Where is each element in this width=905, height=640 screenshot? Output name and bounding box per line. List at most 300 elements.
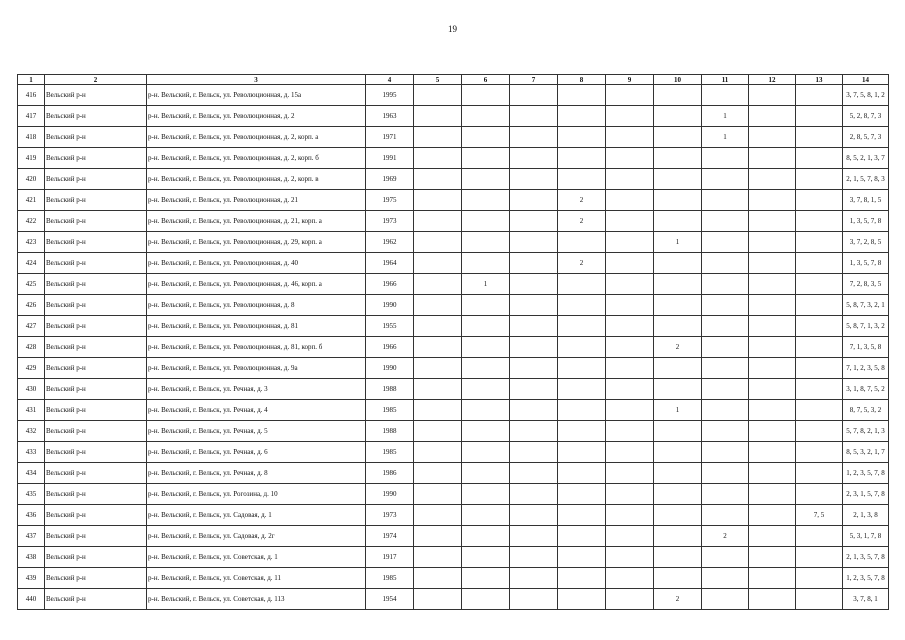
year-cell: 1955 [366, 316, 414, 337]
address-cell: р-н. Вельский, г. Вельск, ул. Рогозина, д. 10 [147, 484, 366, 505]
col14-cell: 5, 3, 1, 7, 8 [843, 526, 889, 547]
col14-cell: 2, 1, 3, 5, 7, 8 [843, 547, 889, 568]
col6-cell [462, 568, 510, 589]
col13-cell [796, 85, 843, 106]
col9-cell [606, 589, 654, 610]
col8-cell [558, 568, 606, 589]
col14-cell: 3, 7, 2, 8, 5 [843, 232, 889, 253]
row-number: 424 [18, 253, 45, 274]
address-cell: р-н. Вельский, г. Вельск, ул. Речная, д. 3 [147, 379, 366, 400]
col5-cell [414, 148, 462, 169]
district-cell: Вельский р-н [45, 148, 147, 169]
district-cell: Вельский р-н [45, 85, 147, 106]
col9-cell [606, 211, 654, 232]
col5-cell [414, 442, 462, 463]
col7-cell [510, 85, 558, 106]
col8-cell [558, 358, 606, 379]
col14-cell: 7, 2, 8, 3, 5 [843, 274, 889, 295]
address-cell: р-н. Вельский, г. Вельск, ул. Речная, д. 5 [147, 421, 366, 442]
col10-cell [654, 295, 702, 316]
col8-cell [558, 295, 606, 316]
district-cell: Вельский р-н [45, 442, 147, 463]
col9-cell [606, 526, 654, 547]
col11-cell [702, 400, 749, 421]
col6-cell [462, 316, 510, 337]
col7-cell [510, 400, 558, 421]
col12-cell [749, 526, 796, 547]
col9-cell [606, 295, 654, 316]
table-body [18, 85, 889, 610]
year-cell: 1985 [366, 442, 414, 463]
col13-cell [796, 169, 843, 190]
column-header: 14 [843, 75, 889, 85]
col11-cell [702, 547, 749, 568]
col13-cell [796, 379, 843, 400]
col5-cell [414, 211, 462, 232]
col14-cell: 7, 1, 2, 3, 5, 8 [843, 358, 889, 379]
year-cell: 1985 [366, 568, 414, 589]
table-row [18, 316, 889, 337]
table-row [18, 442, 889, 463]
col9-cell [606, 442, 654, 463]
col11-cell [702, 589, 749, 610]
col12-cell [749, 106, 796, 127]
row-number: 440 [18, 589, 45, 610]
col13-cell [796, 337, 843, 358]
district-cell: Вельский р-н [45, 484, 147, 505]
table-row [18, 568, 889, 589]
col13-cell [796, 106, 843, 127]
col14-cell: 1, 2, 3, 5, 7, 8 [843, 463, 889, 484]
col8-cell [558, 148, 606, 169]
col14-cell: 8, 5, 2, 1, 3, 7 [843, 148, 889, 169]
col8-cell [558, 589, 606, 610]
col10-cell [654, 253, 702, 274]
col14-cell: 3, 7, 5, 8, 1, 2 [843, 85, 889, 106]
col10-cell: 2 [654, 589, 702, 610]
address-cell: р-н. Вельский, г. Вельск, ул. Речная, д. 4 [147, 400, 366, 421]
col11-cell [702, 337, 749, 358]
col11-cell: 1 [702, 106, 749, 127]
table-row [18, 169, 889, 190]
table-row [18, 232, 889, 253]
col8-cell [558, 505, 606, 526]
col6-cell [462, 190, 510, 211]
district-cell: Вельский р-н [45, 295, 147, 316]
table-row [18, 589, 889, 610]
col7-cell [510, 484, 558, 505]
year-cell: 1975 [366, 190, 414, 211]
district-cell: Вельский р-н [45, 463, 147, 484]
col10-cell: 1 [654, 400, 702, 421]
district-cell: Вельский р-н [45, 379, 147, 400]
year-cell: 1973 [366, 505, 414, 526]
col10-cell [654, 526, 702, 547]
col9-cell [606, 337, 654, 358]
col10-cell [654, 442, 702, 463]
col13-cell [796, 589, 843, 610]
col14-cell: 3, 7, 8, 1, 5 [843, 190, 889, 211]
col9-cell [606, 421, 654, 442]
row-number: 426 [18, 295, 45, 316]
row-number: 428 [18, 337, 45, 358]
col10-cell [654, 316, 702, 337]
district-cell: Вельский р-н [45, 211, 147, 232]
district-cell: Вельский р-н [45, 127, 147, 148]
col14-cell: 7, 1, 3, 5, 8 [843, 337, 889, 358]
year-cell: 1917 [366, 547, 414, 568]
col14-cell: 1, 3, 5, 7, 8 [843, 211, 889, 232]
header-row [18, 75, 889, 85]
col6-cell [462, 589, 510, 610]
year-cell: 1988 [366, 379, 414, 400]
col12-cell [749, 379, 796, 400]
col14-cell: 5, 2, 8, 7, 3 [843, 106, 889, 127]
col13-cell: 7, 5 [796, 505, 843, 526]
district-cell: Вельский р-н [45, 337, 147, 358]
column-header: 9 [606, 75, 654, 85]
col5-cell [414, 526, 462, 547]
col7-cell [510, 211, 558, 232]
col7-cell [510, 547, 558, 568]
district-cell: Вельский р-н [45, 568, 147, 589]
table-row [18, 127, 889, 148]
district-cell: Вельский р-н [45, 274, 147, 295]
col12-cell [749, 85, 796, 106]
col5-cell [414, 106, 462, 127]
col9-cell [606, 106, 654, 127]
col5-cell [414, 85, 462, 106]
row-number: 438 [18, 547, 45, 568]
col5-cell [414, 337, 462, 358]
col13-cell [796, 526, 843, 547]
district-cell: Вельский р-н [45, 526, 147, 547]
col7-cell [510, 106, 558, 127]
address-cell: р-н. Вельский, г. Вельск, ул. Революционная, д. 2, корп. а [147, 127, 366, 148]
col7-cell [510, 358, 558, 379]
address-cell: р-н. Вельский, г. Вельск, ул. Революционная, д. 46, корп. а [147, 274, 366, 295]
table-row [18, 547, 889, 568]
row-number: 427 [18, 316, 45, 337]
address-cell: р-н. Вельский, г. Вельск, ул. Революционная, д. 29, корп. а [147, 232, 366, 253]
col11-cell [702, 421, 749, 442]
col10-cell [654, 106, 702, 127]
col10-cell [654, 190, 702, 211]
register-table [17, 74, 889, 610]
col6-cell [462, 232, 510, 253]
col10-cell [654, 547, 702, 568]
col14-cell: 2, 1, 5, 7, 8, 3 [843, 169, 889, 190]
column-header: 6 [462, 75, 510, 85]
col6-cell [462, 169, 510, 190]
col10-cell [654, 211, 702, 232]
col5-cell [414, 295, 462, 316]
address-cell: р-н. Вельский, г. Вельск, ул. Садовая, д. 1 [147, 505, 366, 526]
col7-cell [510, 295, 558, 316]
col8-cell [558, 316, 606, 337]
year-cell: 1991 [366, 148, 414, 169]
col12-cell [749, 337, 796, 358]
district-cell: Вельский р-н [45, 589, 147, 610]
col10-cell [654, 148, 702, 169]
page-number: 19 [448, 24, 457, 34]
col5-cell [414, 358, 462, 379]
col10-cell [654, 358, 702, 379]
col5-cell [414, 232, 462, 253]
col12-cell [749, 295, 796, 316]
col13-cell [796, 484, 843, 505]
col6-cell [462, 148, 510, 169]
col6-cell [462, 484, 510, 505]
col9-cell [606, 169, 654, 190]
table-row [18, 211, 889, 232]
col7-cell [510, 127, 558, 148]
col13-cell [796, 253, 843, 274]
col11-cell [702, 379, 749, 400]
col13-cell [796, 190, 843, 211]
column-header: 13 [796, 75, 843, 85]
col10-cell [654, 85, 702, 106]
col12-cell [749, 148, 796, 169]
address-cell: р-н. Вельский, г. Вельск, ул. Революционная, д. 21, корп. а [147, 211, 366, 232]
year-cell: 1995 [366, 85, 414, 106]
col7-cell [510, 379, 558, 400]
table-row [18, 148, 889, 169]
row-number: 430 [18, 379, 45, 400]
district-cell: Вельский р-н [45, 253, 147, 274]
col13-cell [796, 295, 843, 316]
col12-cell [749, 421, 796, 442]
year-cell: 1974 [366, 526, 414, 547]
col10-cell [654, 463, 702, 484]
row-number: 437 [18, 526, 45, 547]
col11-cell [702, 253, 749, 274]
col12-cell [749, 358, 796, 379]
col13-cell [796, 211, 843, 232]
row-number: 425 [18, 274, 45, 295]
year-cell: 1971 [366, 127, 414, 148]
col12-cell [749, 484, 796, 505]
col5-cell [414, 274, 462, 295]
table-row [18, 106, 889, 127]
col10-cell [654, 127, 702, 148]
col6-cell [462, 400, 510, 421]
col11-cell: 1 [702, 127, 749, 148]
col12-cell [749, 316, 796, 337]
col8-cell [558, 85, 606, 106]
col8-cell [558, 232, 606, 253]
table-row [18, 85, 889, 106]
col14-cell: 8, 5, 3, 2, 1, 7 [843, 442, 889, 463]
col13-cell [796, 442, 843, 463]
col14-cell: 1, 2, 3, 5, 7, 8 [843, 568, 889, 589]
column-header: 2 [45, 75, 147, 85]
col9-cell [606, 148, 654, 169]
col13-cell [796, 400, 843, 421]
col9-cell [606, 127, 654, 148]
col13-cell [796, 463, 843, 484]
col13-cell [796, 547, 843, 568]
district-cell: Вельский р-н [45, 358, 147, 379]
col7-cell [510, 463, 558, 484]
address-cell: р-н. Вельский, г. Вельск, ул. Советская, д. 113 [147, 589, 366, 610]
col5-cell [414, 169, 462, 190]
col7-cell [510, 316, 558, 337]
col5-cell [414, 127, 462, 148]
col14-cell: 3, 1, 8, 7, 5, 2 [843, 379, 889, 400]
year-cell: 1966 [366, 274, 414, 295]
address-cell: р-н. Вельский, г. Вельск, ул. Советская, д. 1 [147, 547, 366, 568]
col5-cell [414, 568, 462, 589]
col11-cell [702, 85, 749, 106]
column-header: 3 [147, 75, 366, 85]
row-number: 422 [18, 211, 45, 232]
col8-cell [558, 379, 606, 400]
row-number: 418 [18, 127, 45, 148]
col6-cell: 1 [462, 274, 510, 295]
col10-cell [654, 505, 702, 526]
col8-cell: 2 [558, 211, 606, 232]
address-cell: р-н. Вельский, г. Вельск, ул. Революционная, д. 2, корп. б [147, 148, 366, 169]
col6-cell [462, 421, 510, 442]
row-number: 417 [18, 106, 45, 127]
col5-cell [414, 190, 462, 211]
col9-cell [606, 253, 654, 274]
col7-cell [510, 442, 558, 463]
address-cell: р-н. Вельский, г. Вельск, ул. Речная, д. 6 [147, 442, 366, 463]
col11-cell [702, 211, 749, 232]
col5-cell [414, 316, 462, 337]
col13-cell [796, 148, 843, 169]
col12-cell [749, 211, 796, 232]
district-cell: Вельский р-н [45, 547, 147, 568]
col13-cell [796, 232, 843, 253]
col7-cell [510, 190, 558, 211]
col6-cell [462, 211, 510, 232]
column-header: 5 [414, 75, 462, 85]
row-number: 432 [18, 421, 45, 442]
col7-cell [510, 421, 558, 442]
col13-cell [796, 274, 843, 295]
col7-cell [510, 148, 558, 169]
address-cell: р-н. Вельский, г. Вельск, ул. Революционная, д. 40 [147, 253, 366, 274]
col5-cell [414, 463, 462, 484]
year-cell: 1964 [366, 253, 414, 274]
district-cell: Вельский р-н [45, 232, 147, 253]
col11-cell [702, 190, 749, 211]
table-row [18, 358, 889, 379]
col6-cell [462, 442, 510, 463]
col14-cell: 8, 7, 5, 3, 2 [843, 400, 889, 421]
table-row [18, 337, 889, 358]
col13-cell [796, 421, 843, 442]
col11-cell: 2 [702, 526, 749, 547]
col12-cell [749, 232, 796, 253]
col12-cell [749, 190, 796, 211]
col9-cell [606, 400, 654, 421]
table-row [18, 463, 889, 484]
col9-cell [606, 484, 654, 505]
col13-cell [796, 358, 843, 379]
year-cell: 1990 [366, 295, 414, 316]
col12-cell [749, 127, 796, 148]
column-header: 7 [510, 75, 558, 85]
district-cell: Вельский р-н [45, 400, 147, 421]
table-row [18, 379, 889, 400]
col9-cell [606, 316, 654, 337]
col12-cell [749, 169, 796, 190]
col11-cell [702, 232, 749, 253]
col8-cell [558, 127, 606, 148]
col12-cell [749, 547, 796, 568]
district-cell: Вельский р-н [45, 190, 147, 211]
table-row [18, 274, 889, 295]
row-number: 420 [18, 169, 45, 190]
year-cell: 1990 [366, 358, 414, 379]
address-cell: р-н. Вельский, г. Вельск, ул. Революционная, д. 2 [147, 106, 366, 127]
address-cell: р-н. Вельский, г. Вельск, ул. Речная, д. 8 [147, 463, 366, 484]
col8-cell: 2 [558, 190, 606, 211]
col6-cell [462, 337, 510, 358]
col14-cell: 2, 3, 1, 5, 7, 8 [843, 484, 889, 505]
col6-cell [462, 106, 510, 127]
address-cell: р-н. Вельский, г. Вельск, ул. Революционная, д. 15а [147, 85, 366, 106]
district-cell: Вельский р-н [45, 316, 147, 337]
col11-cell [702, 568, 749, 589]
col11-cell [702, 484, 749, 505]
col12-cell [749, 442, 796, 463]
col6-cell [462, 253, 510, 274]
address-cell: р-н. Вельский, г. Вельск, ул. Революционная, д. 81 [147, 316, 366, 337]
col12-cell [749, 253, 796, 274]
col10-cell [654, 379, 702, 400]
col5-cell [414, 505, 462, 526]
year-cell: 1973 [366, 211, 414, 232]
column-header: 10 [654, 75, 702, 85]
col9-cell [606, 274, 654, 295]
col5-cell [414, 589, 462, 610]
address-cell: р-н. Вельский, г. Вельск, ул. Революционная, д. 8 [147, 295, 366, 316]
col14-cell: 1, 3, 5, 7, 8 [843, 253, 889, 274]
row-number: 434 [18, 463, 45, 484]
col9-cell [606, 190, 654, 211]
col6-cell [462, 127, 510, 148]
year-cell: 1990 [366, 484, 414, 505]
col11-cell [702, 148, 749, 169]
col7-cell [510, 589, 558, 610]
table-row [18, 505, 889, 526]
col8-cell [558, 337, 606, 358]
year-cell: 1986 [366, 463, 414, 484]
table-header [18, 75, 889, 85]
year-cell: 1954 [366, 589, 414, 610]
col12-cell [749, 274, 796, 295]
col11-cell [702, 274, 749, 295]
table-row [18, 526, 889, 547]
col14-cell: 5, 8, 7, 1, 3, 2 [843, 316, 889, 337]
col9-cell [606, 358, 654, 379]
year-cell: 1985 [366, 400, 414, 421]
col5-cell [414, 547, 462, 568]
row-number: 416 [18, 85, 45, 106]
col11-cell [702, 169, 749, 190]
col8-cell [558, 484, 606, 505]
col8-cell [558, 526, 606, 547]
column-header: 4 [366, 75, 414, 85]
column-header: 11 [702, 75, 749, 85]
col10-cell [654, 568, 702, 589]
year-cell: 1963 [366, 106, 414, 127]
